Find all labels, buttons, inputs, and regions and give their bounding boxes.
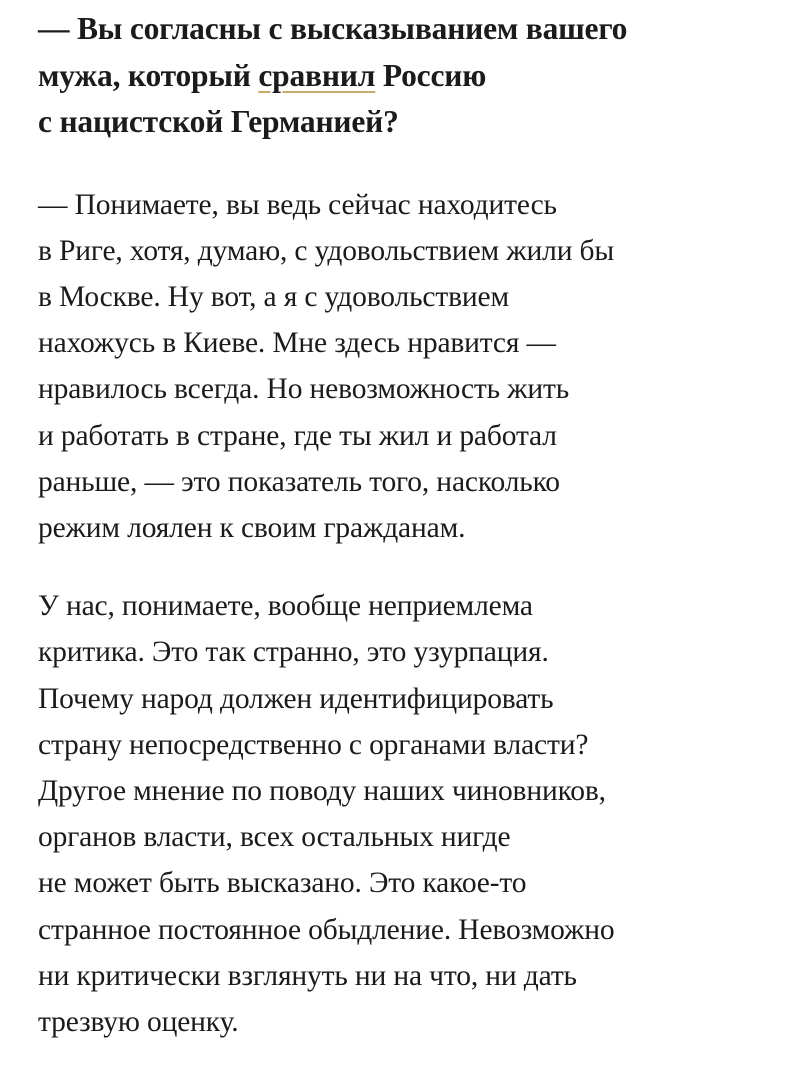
paragraph-line: странное постоянное обыдление. Невозможно	[38, 913, 615, 946]
paragraph-line: в Риге, хотя, думаю, с удовольствием жили бы	[38, 234, 615, 267]
paragraph-line: У нас, понимаете, вообще неприемлема	[38, 590, 533, 623]
question-line: — Вы согласны с высказыванием вашего	[38, 11, 628, 46]
paragraph-line: критика. Это так странно, это узурпация.	[38, 636, 549, 669]
paragraph-line: в Москве. Ну вот, а я с удовольствием	[38, 280, 509, 313]
paragraph-line: — Понимаете, вы ведь сейчас находитесь	[38, 188, 557, 221]
question-text: Россию	[375, 57, 487, 93]
paragraph-line: нравилось всегда. Но невозможность жить	[38, 373, 570, 406]
paragraph-line: раньше, — это показатель того, насколько	[38, 465, 560, 498]
paragraph-line: нахожусь в Киеве. Мне здесь нравится —	[38, 327, 556, 360]
paragraph-line: Другое мнение по поводу наших чиновников,	[38, 774, 606, 807]
question-text: мужа, который	[38, 57, 259, 93]
answer-paragraph-1	[38, 182, 778, 552]
compared-link[interactable]: сравнил	[258, 57, 376, 93]
interview-question	[38, 6, 778, 146]
paragraph-line: органов власти, всех остальных нигде	[38, 821, 511, 854]
paragraph-line: ни критически взглянуть ни на что, ни дать	[38, 959, 577, 992]
question-line	[38, 53, 778, 100]
question-line: с нацистской Германией?	[38, 104, 399, 139]
paragraph-line: страну непосредственно с органами власти?	[38, 728, 589, 761]
article-body	[38, 6, 778, 1077]
paragraph-line: не может быть высказано. Это какое-то	[38, 867, 527, 900]
paragraph-line: и работать в стране, где ты жил и работал	[38, 419, 557, 452]
paragraph-line: Почему народ должен идентифицировать	[38, 682, 554, 715]
answer-paragraph-2	[38, 583, 778, 1045]
paragraph-line: режим лоялен к своим гражданам.	[38, 511, 466, 544]
paragraph-line: трезвую оценку.	[38, 1005, 239, 1038]
